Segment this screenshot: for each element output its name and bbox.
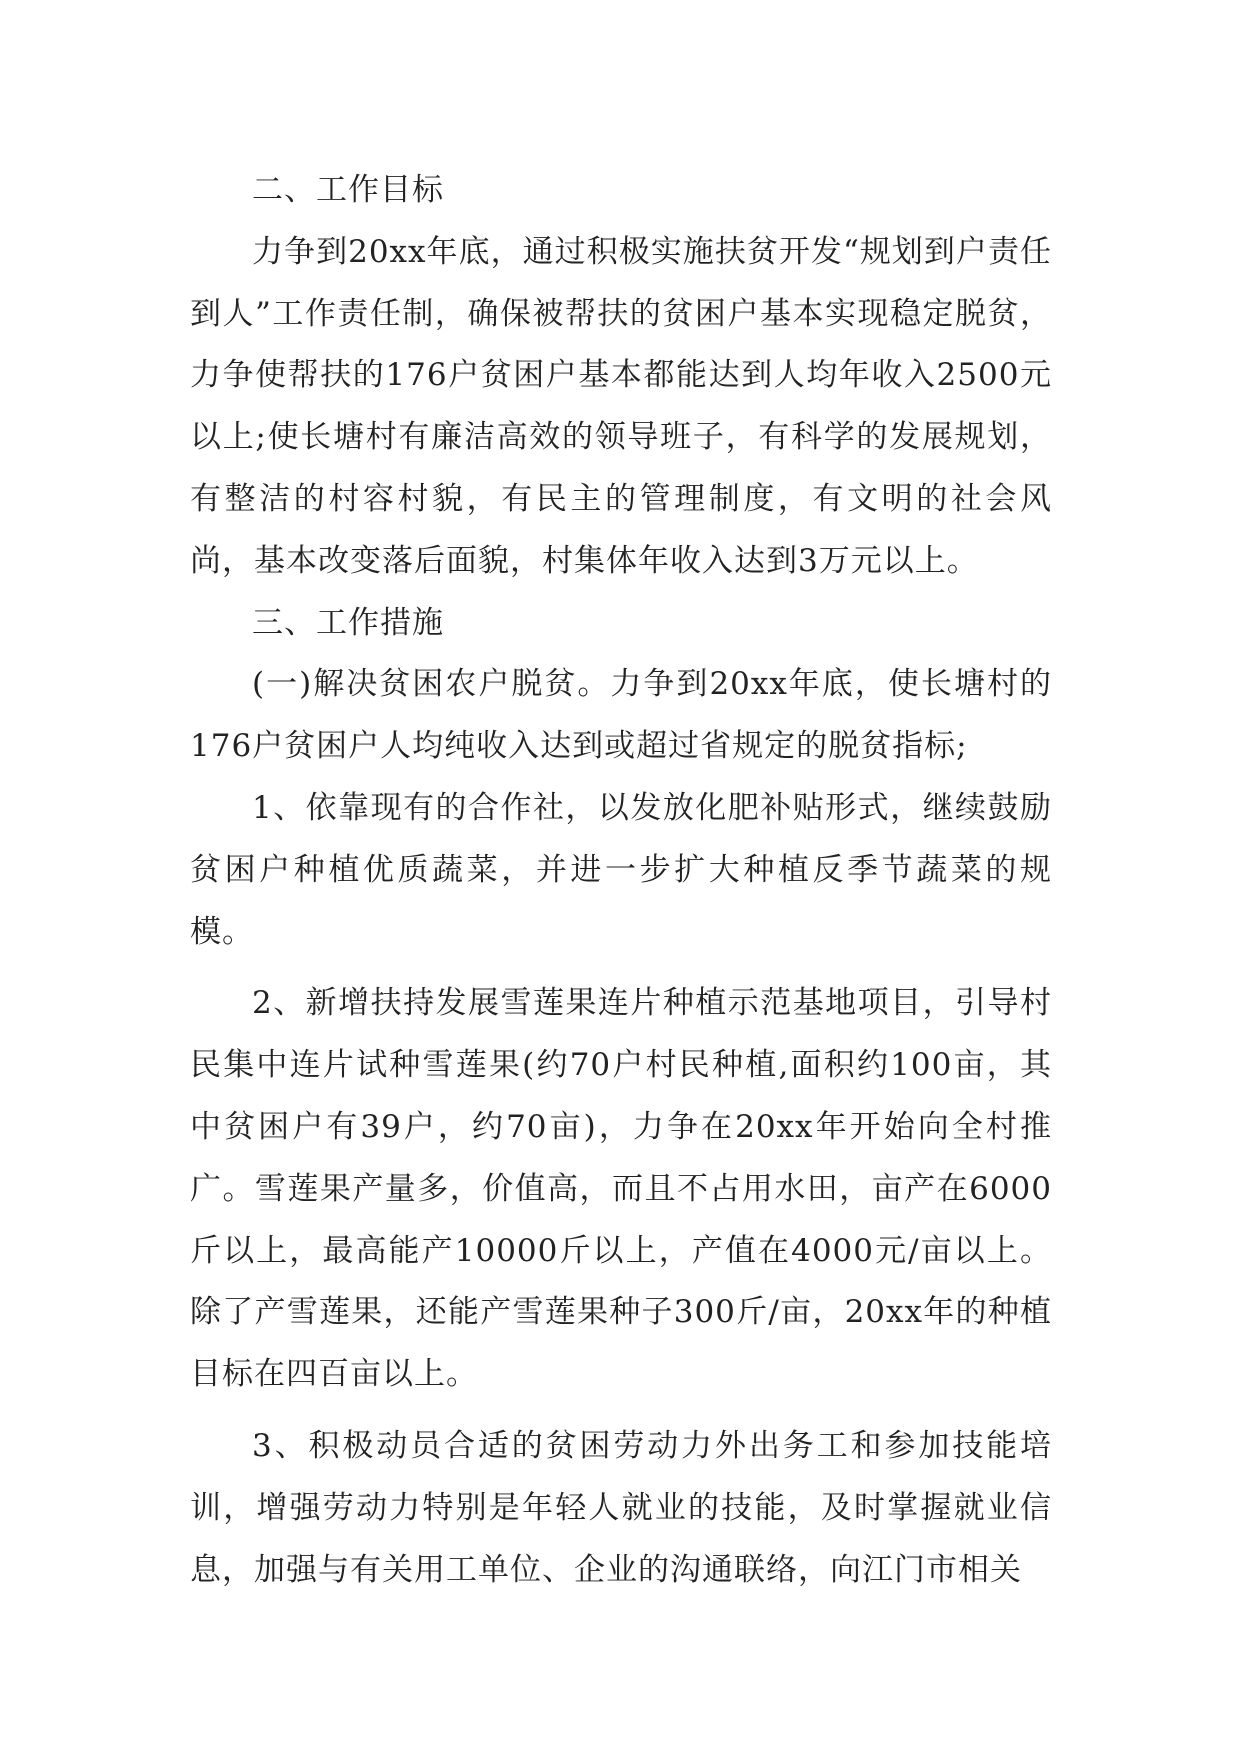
paragraph-gap [190, 963, 1052, 973]
paragraph-measure-1: (一)解决贫困农户脱贫。力争到20xx年底，使长塘村的176户贫困户人均纯收入达到或超过省规定的脱贫指标; [190, 666, 1052, 765]
paragraph-goals: 力争到20xx年底，通过积极实施扶贫开发“规划到户责任到人”工作责任制，确保被帮扶的贫困户基本实现稳定脱贫，力争使帮扶的176户贫困户基本都能达到人均年收入2500元以上;使长塘村有廉洁高效的领导班子，有科学的发展规划，有整洁的村容村貌，有民主的管理制度，有文明的社会风尚，基本改变落后面貌，村集体年收入达到3万元以上。 [190, 233, 1052, 579]
paragraph-item-3: 3、积极动员合适的贫困劳动力外出务工和参加技能培训，增强劳动力特别是年轻人就业的技能，及时掌握就业信息，加强与有关用工单位、企业的沟通联络，向江门市相关 [190, 1427, 1052, 1588]
paragraph-item-2: 2、新增扶持发展雪莲果连片种植示范基地项目，引导村民集中连片试种雪莲果(约70户村民种植,面积约100亩，其中贫困户有39户，约70亩)，力争在20xx年开始向全村推广。雪莲果产量多，价值高，而且不占用水田，亩产在6000斤以上，最高能产10000斤以上，产值在4000元/亩以上。除了产雪莲果，还能产雪莲果种子300斤/亩，20xx年的种植目标在四百亩以上。 [190, 985, 1052, 1393]
paragraph-gap [190, 1406, 1052, 1416]
section-heading-measures: 三、工作措施 [252, 604, 444, 641]
section-heading-goals: 二、工作目标 [252, 172, 444, 208]
document-body [190, 160, 1052, 1601]
paragraph-item-1: 1、依靠现有的合作社，以发放化肥补贴形式，继续鼓励贫困户种植优质蔬菜，并进一步扩大种植反季节蔬菜的规模。 [190, 789, 1052, 950]
